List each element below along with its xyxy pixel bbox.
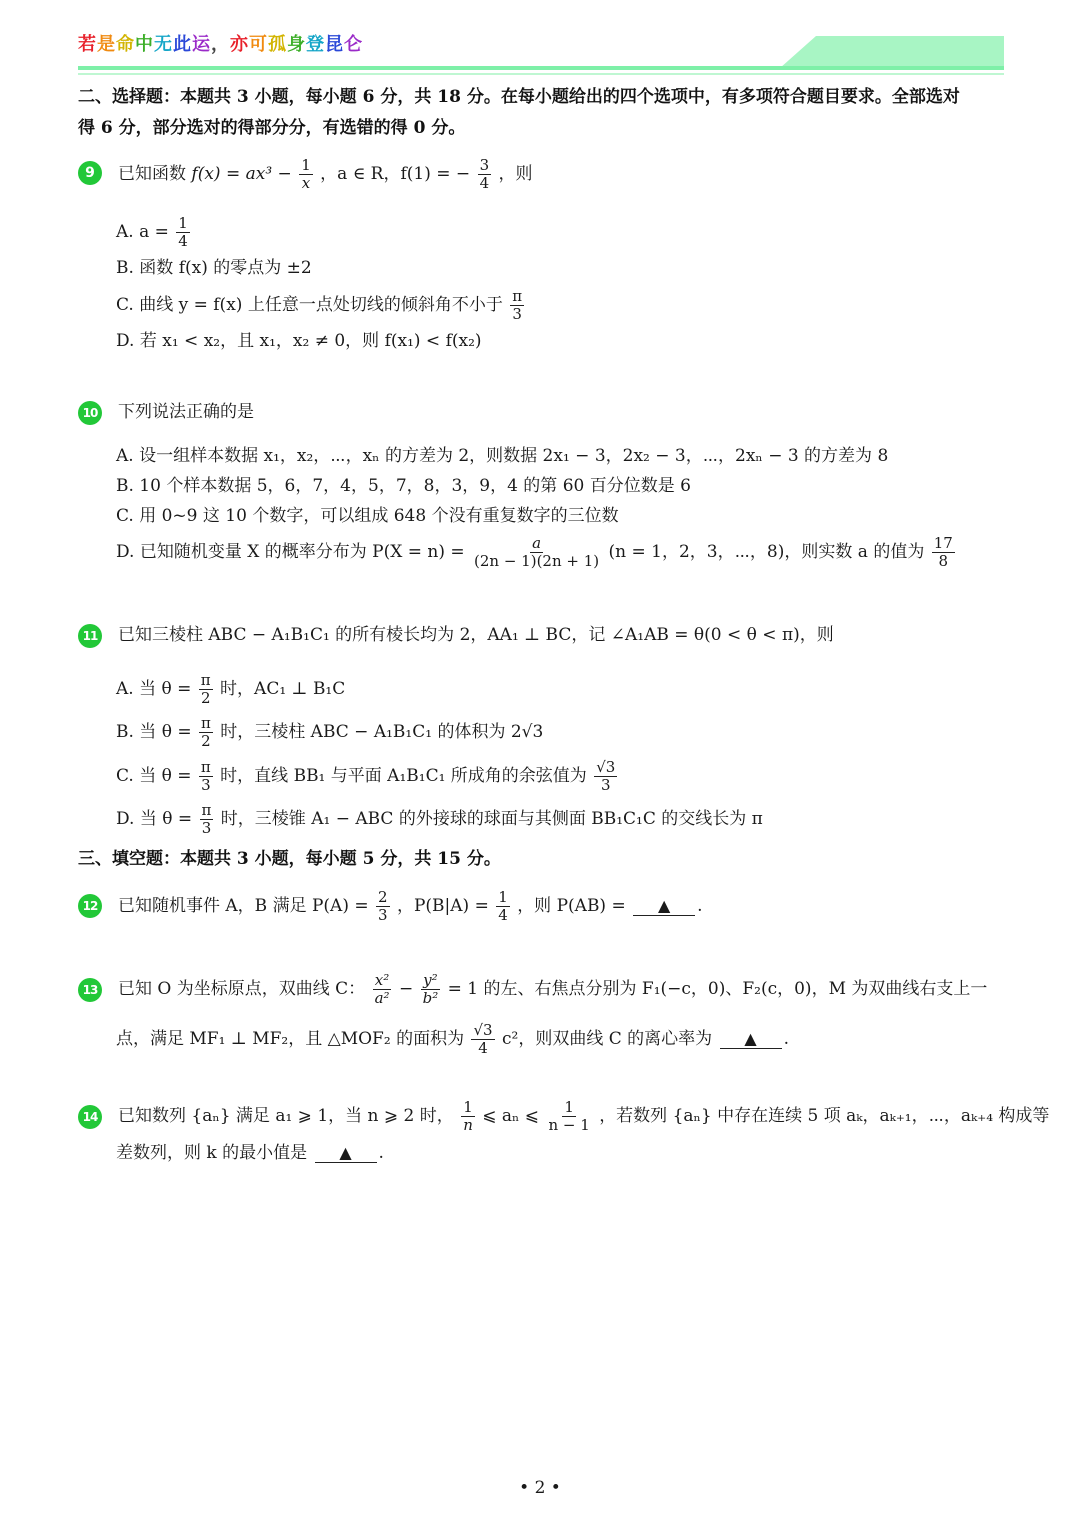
q11-option-c-prefix: C. 当 θ = [116, 766, 192, 786]
q14-line1-mid: ⩽ aₙ ⩽ [482, 1106, 540, 1126]
frac-numerator: a [532, 534, 542, 552]
q11-option-c-result [594, 759, 617, 794]
q10-option-a: A. 设一组样本数据 x₁，x₂，⋯，xₙ 的方差为 2，则数据 2x₁ − 3，2x₂ − 3，⋯，2xₙ − 3 的方差为 8 [116, 446, 889, 466]
q13-frac1 [373, 972, 392, 1007]
frac-denominator: 3 [201, 819, 212, 837]
frac-denominator: (2n − 1)(2n + 1) [474, 552, 600, 570]
motto-char: 可 [249, 34, 268, 55]
q13-line2-tail: c²，则双曲线 C 的离心率为 [502, 1029, 713, 1049]
q10-option-d [116, 535, 957, 570]
frac-numerator: 1 [498, 888, 508, 906]
motto-char: 无 [154, 34, 173, 55]
motto-char: ， [211, 34, 230, 55]
q11-option-c-tail: 时，直线 BB₁ 与平面 A₁B₁C₁ 所成角的余弦值为 [220, 766, 587, 786]
q10-option-c: C. 用 0~9 这 10 个数字，可以组成 648 个没有重复数字的三位数 [116, 506, 619, 526]
q14-frac2 [546, 1099, 591, 1134]
motto-char: 仑 [344, 34, 363, 55]
q12-stem-end: ，则 P(AB) = [517, 896, 626, 916]
q9-stem [118, 157, 533, 192]
frac-numerator: π [200, 671, 211, 689]
section2-line2: 得 6 分，部分选对的得部分分，有选错的得 0 分。 [78, 118, 466, 138]
q13-period: . [783, 1029, 789, 1049]
q12-stem-prefix: 已知随机事件 A，B 满足 P(A) = [118, 896, 369, 916]
q14-period: . [378, 1143, 384, 1163]
frac-numerator: π [201, 714, 211, 732]
q11-option-d-tail: 时，三棱锥 A₁ − ABC 的外接球的球面与其侧面 BB₁C₁C 的交线长为 π [220, 809, 763, 829]
q12-frac1 [376, 889, 390, 924]
page-number: • 2 • [519, 1478, 561, 1498]
motto-char: 是 [97, 34, 116, 55]
q13-line1 [118, 972, 987, 1007]
motto-char: 昆 [325, 34, 344, 55]
q9-option-b: B. 函数 f(x) 的零点为 ±2 [116, 258, 312, 278]
motto-char: 中 [135, 34, 154, 55]
frac-denominator: 3 [601, 776, 611, 794]
frac-denominator: n [463, 1116, 473, 1134]
q13-minus: − [398, 979, 414, 999]
q14-line1-prefix: 已知数列 {aₙ} 满足 a₁ ⩾ 1，当 n ⩾ 2 时， [118, 1106, 454, 1126]
q9-stem-mid: ，a ∈ R，f(1) = − [320, 164, 471, 184]
q14-answer-blank[interactable]: ▲ [315, 1144, 377, 1163]
q10-option-d-prefix: D. 已知随机变量 X 的概率分布为 P(X = n) = [116, 542, 465, 562]
frac-denominator: 2 [201, 732, 211, 750]
frac-numerator: x² [374, 971, 390, 989]
q13-answer-blank[interactable]: ▲ [720, 1030, 782, 1049]
question-number-9: 9 [78, 161, 102, 185]
motto-char: 亦 [230, 34, 249, 55]
frac-numerator: 1 [463, 1098, 473, 1116]
q11-option-d-prefix: D. 当 θ = [116, 809, 193, 829]
question-number-11: 11 [78, 624, 102, 648]
frac-denominator: a² [374, 989, 390, 1007]
q9-option-c-frac [510, 288, 524, 323]
question-number-14: 14 [78, 1105, 102, 1129]
frac-numerator: π [201, 801, 212, 819]
q11-option-d [116, 802, 763, 837]
q9-frac1 [299, 157, 313, 192]
frac-denominator: n − 1 [548, 1116, 590, 1134]
question-number-12: 12 [78, 894, 102, 918]
frac-denominator: 2 [200, 689, 211, 707]
q12-stem-mid: ，P(B|A) = [396, 896, 489, 916]
section2-line1: 二、选择题：本题共 3 小题，每小题 6 分，共 18 分。在每小题给出的四个选项中，有多项符合题目要求。全部选对 [78, 87, 960, 107]
frac-numerator: y² [423, 971, 438, 989]
q9-stem-end: ，则 [498, 164, 533, 184]
q11-option-b-frac [199, 715, 213, 750]
frac-numerator: 17 [933, 534, 953, 552]
q9-option-a [116, 215, 192, 250]
frac-denominator: 8 [938, 552, 949, 570]
frac-denominator: 4 [178, 232, 188, 250]
frac-denominator: 4 [498, 906, 508, 924]
q9-stem-prefix: 已知函数 [118, 164, 186, 184]
q11-stem: 已知三棱柱 ABC − A₁B₁C₁ 的所有棱长均为 2，AA₁ ⊥ BC，记 ∠A₁AB = θ(0 < θ < π)，则 [118, 625, 834, 645]
motto-char: 若 [78, 34, 97, 55]
q13-frac3 [471, 1022, 494, 1057]
q11-option-c-frac [199, 759, 213, 794]
q14-line1 [118, 1099, 1049, 1134]
q11-option-d-frac [200, 802, 214, 837]
q11-option-c [116, 759, 619, 794]
motto-char: 此 [173, 34, 192, 55]
motto-char: 运 [192, 34, 211, 55]
q14-line2 [116, 1138, 384, 1168]
frac-numerator: π [512, 287, 523, 305]
frac-denominator: 4 [479, 174, 490, 192]
header-bar [78, 66, 1004, 70]
frac-denominator: 3 [201, 776, 211, 794]
frac-denominator: 3 [378, 906, 388, 924]
frac-numerator: 1 [564, 1098, 574, 1116]
q10-option-d-result [932, 535, 955, 570]
q11-option-b-prefix: B. 当 θ = [116, 722, 192, 742]
q9-option-c [116, 288, 526, 323]
frac-numerator: √3 [473, 1021, 493, 1039]
q9-option-c-prefix: C. 曲线 y = f(x) 上任意一点处切线的倾斜角不小于 [116, 295, 503, 315]
frac-denominator: b² [422, 989, 439, 1007]
q13-line1-prefix: 已知 O 为坐标原点，双曲线 C： [118, 979, 366, 999]
q11-option-a-tail: 时，AC₁ ⊥ B₁C [220, 679, 346, 699]
header-bar-thin [78, 73, 1004, 75]
q9-option-a-frac [176, 215, 190, 250]
frac-denominator: 3 [512, 305, 522, 323]
q13-line1-tail: = 1 的左、右焦点分别为 F₁(−c，0)、F₂(c，0)，M 为双曲线右支上一 [447, 979, 988, 999]
motto-char: 孤 [268, 34, 287, 55]
q11-option-b [116, 715, 543, 750]
q10-option-d-frac [472, 535, 601, 570]
frac-numerator: π [200, 758, 211, 776]
q10-stem: 下列说法正确的是 [118, 402, 254, 422]
motto-char: 身 [287, 34, 306, 55]
frac-numerator: 2 [378, 888, 388, 906]
q11-option-a-prefix: A. 当 θ = [116, 679, 192, 699]
q9-frac2 [478, 157, 492, 192]
header-motto [78, 30, 363, 56]
section2-heading [78, 82, 1003, 144]
header-decoration [780, 36, 1004, 68]
q9-stem-func: f(x) = ax³ − [191, 164, 292, 184]
q12-answer-blank[interactable]: ▲ [633, 897, 695, 916]
question-number-13: 13 [78, 978, 102, 1002]
frac-denominator: 4 [478, 1039, 488, 1057]
frac-numerator: 3 [479, 156, 490, 174]
q11-option-b-tail: 时，三棱柱 ABC − A₁B₁C₁ 的体积为 2√3 [220, 722, 544, 742]
question-number-10: 10 [78, 401, 102, 425]
q10-option-b: B. 10 个样本数据 5，6，7，4，5，7，8，3，9，4 的第 60 百分位数是 6 [116, 476, 691, 496]
q14-line1-tail: ，若数列 {aₙ} 中存在连续 5 项 aₖ，aₖ₊₁，⋯，aₖ₊₄ 构成等 [599, 1106, 1050, 1126]
q10-option-d-mid: (n = 1，2，3，⋯，8)，则实数 a 的值为 [608, 542, 925, 562]
q11-option-a [116, 672, 345, 707]
q12-stem [118, 889, 703, 924]
frac-numerator: √3 [596, 758, 616, 776]
motto-char: 登 [306, 34, 325, 55]
frac-numerator: 1 [178, 214, 188, 232]
q12-period: . [697, 896, 703, 916]
frac-denominator: x [301, 174, 311, 192]
q9-option-d: D. 若 x₁ < x₂，且 x₁，x₂ ≠ 0，则 f(x₁) < f(x₂) [116, 331, 482, 351]
q13-line2 [116, 1022, 789, 1057]
q14-frac1 [461, 1099, 475, 1134]
frac-numerator: 1 [301, 156, 311, 174]
q11-option-a-frac [199, 672, 213, 707]
q14-line2-prefix: 差数列，则 k 的最小值是 [116, 1143, 308, 1163]
q9-option-a-prefix: A. a = [116, 222, 169, 242]
q13-line2-prefix: 点，满足 MF₁ ⊥ MF₂，且 △MOF₂ 的面积为 [116, 1029, 465, 1049]
motto-char: 命 [116, 34, 135, 55]
section3-heading: 三、填空题：本题共 3 小题，每小题 5 分，共 15 分。 [78, 849, 501, 869]
q13-frac2 [421, 972, 441, 1007]
q12-frac2 [496, 889, 510, 924]
